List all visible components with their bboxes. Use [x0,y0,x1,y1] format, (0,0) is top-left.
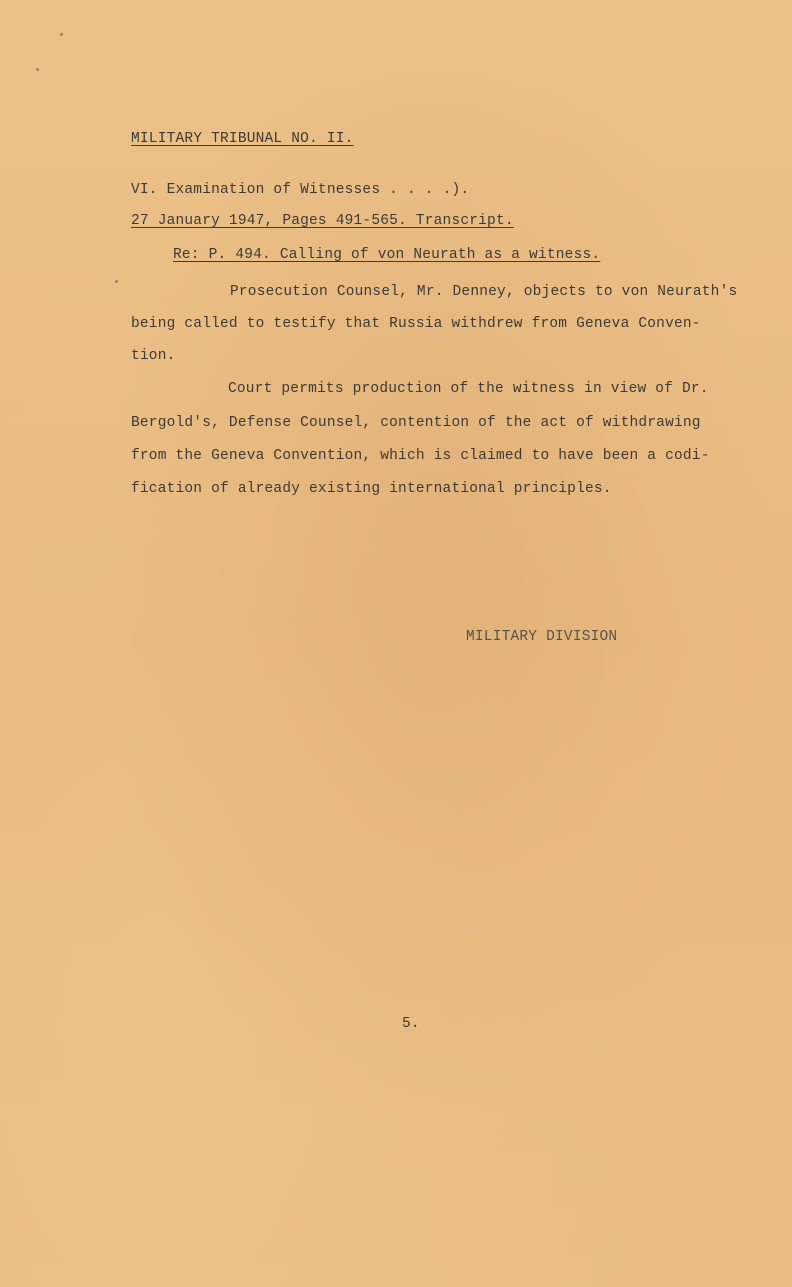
re-line: Re: P. 494. Calling of von Neurath as a witness. [173,247,601,263]
signature-division: MILITARY DIVISION [466,629,618,645]
date-pages-line: 27 January 1947, Pages 491-565. Transcript. [131,213,514,229]
page-number: 5. [402,1016,420,1032]
section-title: VI. Examination of Witnesses . . . .). [131,182,470,198]
tribunal-heading: MILITARY TRIBUNAL NO. II. [131,131,354,147]
paragraph-2-line-4: fication of already existing international principles. [131,481,612,497]
paper-speck [115,280,118,283]
paragraph-1-line-2: being called to testify that Russia withdrew from Geneva Conven- [131,316,701,332]
paragraph-1-line-1: Prosecution Counsel, Mr. Denney, objects to von Neurath's [230,284,738,300]
paragraph-2-line-3: from the Geneva Convention, which is claimed to have been a codi- [131,448,710,464]
paper-speck [36,68,39,71]
paper-speck [60,33,63,36]
paragraph-2-line-1: Court permits production of the witness in view of Dr. [228,381,709,397]
paragraph-2-line-2: Bergold's, Defense Counsel, contention of the act of withdrawing [131,415,701,431]
paragraph-1-line-3: tion. [131,348,176,364]
